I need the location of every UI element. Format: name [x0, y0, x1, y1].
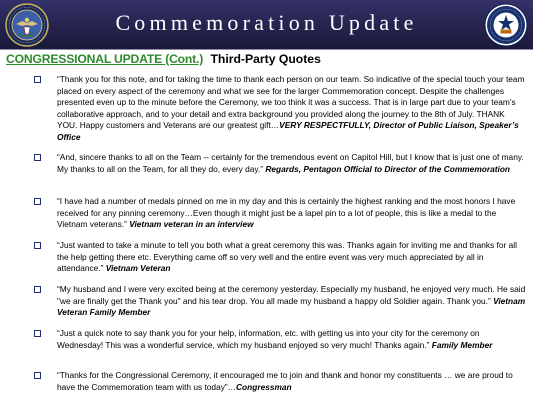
- vietnam-war-commemoration-seal-icon: [484, 3, 528, 47]
- quote-attribution: Congressman: [236, 381, 292, 392]
- quote-text: “And, sincere thanks to all on the Team -- certainly for the tremendous event on Capitol Hill, but I know that is just one of many. My thanks to all on the Team, for all they do, every day.” Regards, Pentagon Official to Director of the Commemoration: [57, 152, 524, 174]
- congressional-update-heading: CONGRESSIONAL UPDATE (Cont.): [6, 52, 204, 66]
- department-of-defense-seal-icon: [5, 3, 49, 47]
- checkbox-bullet-icon: [34, 286, 41, 293]
- quote-text: “Thanks for the Congressional Ceremony, it encouraged me to join and thank and honor my constituents … we are proud to have the Commemoration team with us today”…Congressman: [57, 370, 513, 392]
- checkbox-bullet-icon: [34, 242, 41, 249]
- quote-attribution: Family Member: [431, 339, 493, 350]
- quote-attribution: Vietnam veteran in an interview: [129, 219, 254, 230]
- header-banner: [0, 0, 533, 50]
- quote-attribution: Regards, Pentagon Official to Director of the Commemoration: [265, 163, 511, 174]
- section-heading: [6, 51, 321, 67]
- quote-attribution: VERY RESPECTFULLY, Director of Public Liaison, Speaker’s Office: [57, 120, 519, 142]
- quote-attribution: Vietnam Veteran Family Member: [57, 295, 526, 318]
- quote-attribution: Vietnam Veteran: [105, 263, 171, 274]
- quote-text: “My husband and I were very excited being at the ceremony yesterday. Especially my husband, he enjoyed very much. He said "we are finally get the Thank you" and his tear drop. You all made my husband a happy old Soldier again. Thank you.” Vietnam Veteran Family Member: [57, 284, 526, 318]
- page-title: Commemoration Update: [115, 10, 418, 35]
- quote-text: “Just wanted to take a minute to tell you both what a great ceremony this was. Thanks again for inviting me and thanks for all the help getting there etc. Everything came off so very well and the entire event was very much appreciated by all in attendance.” Vietnam Veteran: [57, 240, 517, 274]
- quote-text: “I have had a number of medals pinned on me in my day and this is certainly the highest ranking and the most honors I have received for any pinning ceremony…Even though it might just be a lapel pin to a lot of people, this is like a medal to the Vietnam veterans.” Vietnam veteran in an interview: [57, 196, 516, 230]
- checkbox-bullet-icon: [34, 198, 41, 205]
- checkbox-bullet-icon: [34, 330, 41, 337]
- checkbox-bullet-icon: [34, 76, 41, 83]
- third-party-quotes-heading: Third-Party Quotes: [210, 52, 321, 66]
- quote-text: “Just a quick note to say thank you for your help, information, etc. with getting us into your city for the ceremony on Wednesday! This was a wonderful service, which my husband enjoyed so very much! Thanks again.” Family Member: [57, 328, 493, 350]
- quote-text: “Thank you for this note, and for taking the time to thank each person on our team. So indicative of the special touch your team placed on every aspect of the ceremony and what we see for the larger Commemoration concept. Despite the challenges presented even up to the minute before the Ceremony, we too think it was a success. That is in large part due to your team’s collaborative approach, and to your detail and extra background you provided along the journey to the 8th of July. THANK YOU. Happy customers and Veterans are our greatest gift…VERY RESPECTFULLY, Director of Public Liaison, Speaker’s Office: [57, 74, 525, 142]
- checkbox-bullet-icon: [34, 372, 41, 379]
- checkbox-bullet-icon: [34, 154, 41, 161]
